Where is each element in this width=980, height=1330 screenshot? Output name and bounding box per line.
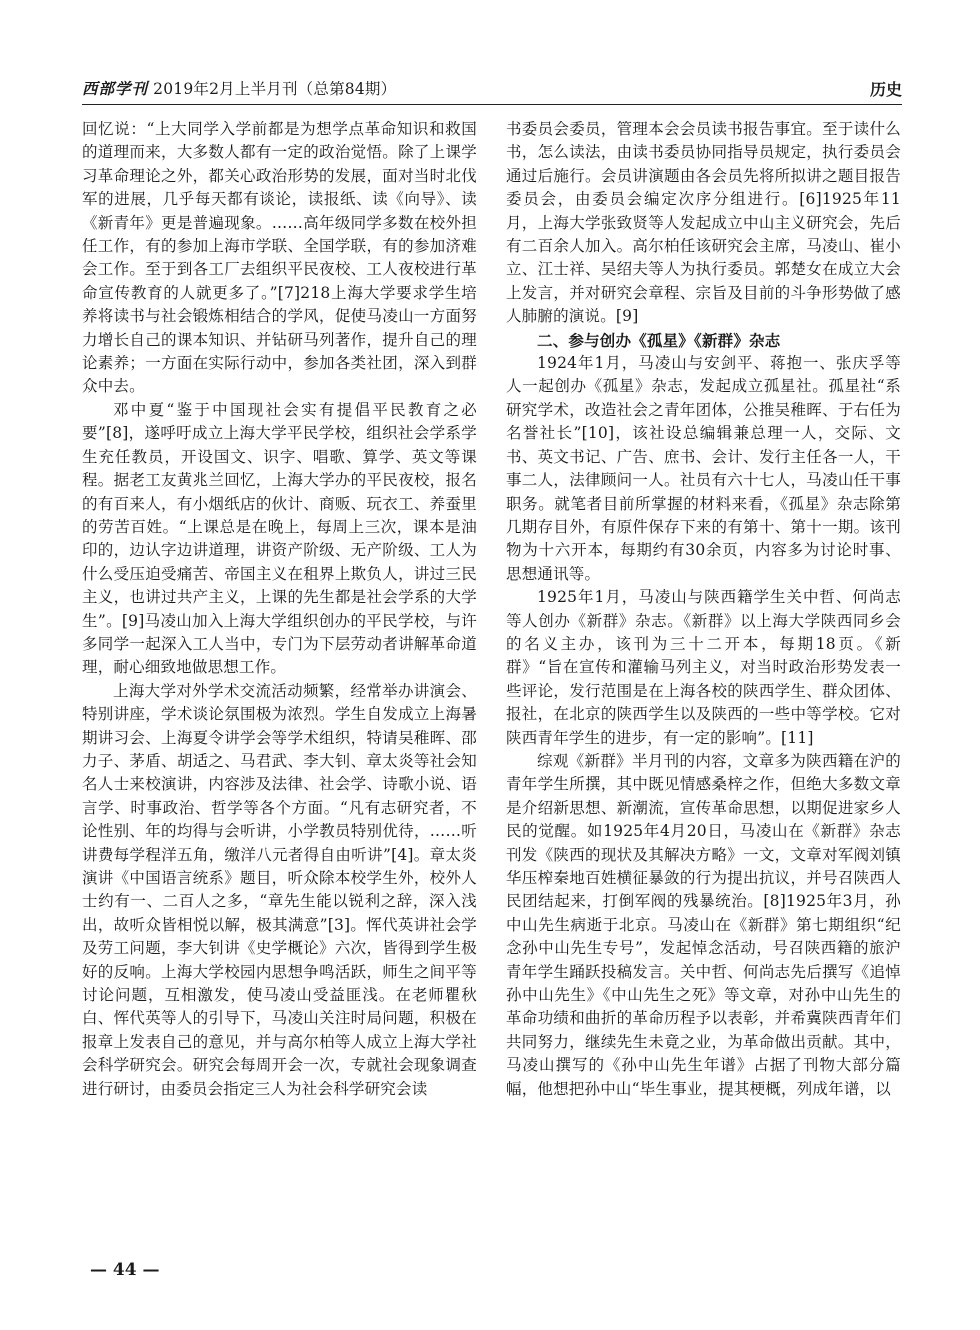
paragraph: 回忆说：“上大同学入学前都是为想学点革命知识和救国的道理而来，大多数人都有一定的政治觉悟。除了上课学习革命理论之外，都关心政治形势的发展，面对当时北伐军的进展，几乎每天都有谈论，读报纸、读《向导》、读《新青年》更是普遍现象。……高年级同学多数在校外担任工作，有的参加上海市学联、全国学联，有的参加济难会工作。至于到各工厂去组织平民夜校、工人夜校进行革命宣传教育的人就更多了。”[7]218上海大学要求学生培养将读书与社会锻炼相结合的学风，促使马凌山一方面努力增长自己的课本知识、并钻研马列著作，提升自己的理论素养；一方面在实际行动中，参加各类社团，深入到群众中去。 bbox=[82, 120, 477, 396]
running-header bbox=[82, 77, 902, 101]
journal-logo: 西部学刊 bbox=[82, 79, 149, 98]
journal-info bbox=[82, 77, 396, 99]
left-column bbox=[82, 118, 477, 1258]
paragraph: 书委员会委员，管理本会会员读书报告事宜。至于读什么书，怎么读法，由读书委员协同指导员规定，执行委员会通过后施行。会员讲演题由各会员先将所拟讲之题目报告委员会，由委员会编定次序分组进行。[6]1925年11月，上海大学张致贤等人发起成立中山主义研究会，先后有二百余人加入。高尔柏任该研究会主席，马凌山、崔小立、江士祥、吴绍夫等人为执行委员。郭楚女在成立大会上发言，并对研究会章程、宗旨及目前的斗争形势做了感人肺腑的演说。[9] bbox=[506, 120, 901, 326]
paragraph: 1925年1月，马凌山与陕西籍学生关中哲、何尚志等人创办《新群》杂志。《新群》以上海大学陕西同乡会的名义主办，该刊为三十二开本，每期18页。《新群》“旨在宣传和灌输马列主义，对当时政治形势发表一些评论，发行范围是在上海各校的陕西学生、群众团体、报社，在北京的陕西学生以及陕西的一些中等学校。它对陕西青年学生的进步，有一定的影响”。[11] bbox=[506, 588, 901, 747]
section-label: 历史 bbox=[869, 80, 902, 99]
paragraph: 1924年1月，马凌山与安剑平、蒋抱一、张庆孚等人一起创办《孤星》杂志，发起成立孤星社。孤星社“系研究学术，改造社会之青年团体，公推吴稚晖、于右任为名誉社长”[10]，该社设总编辑兼总理一人，交际、文书、英文书记、广告、庶书、会计、发行主任各一人，干事二人，法律顾问一人。社员有六十七人，马凌山任干事职务。就笔者目前所掌握的材料来看，《孤星》杂志除第几期存目外，有原件保存下来的有第十、第十一期。该刊物为十六开本，每期约有30余页，内容多为讨论时事、思想通讯等。 bbox=[506, 354, 901, 583]
paragraph: 上海大学对外学术交流活动频繁，经常举办讲演会、特别讲座，学术谈论氛围极为浓烈。学生自发成立上海暑期讲习会、上海夏令讲学会等学术组织，特请吴稚晖、邵力子、茅盾、胡适之、马君武、李大钊、章太炎等社会知名人士来校演讲，内容涉及法律、社会学、诗歌小说、语言学、时事政治、哲学等各个方面。“凡有志研究者，不论性别、年的均得与会听讲，小学教员特别优待，……听讲费每学程洋五角，缴洋八元者得自由听讲”[4]。章太炎演讲《中国语言统系》题目，听众除本校学生外，校外人士约有一、二百人之多，“章先生能以锐利之辞，深入浅出，故听众皆相悦以解，极其满意”[3]。恽代英讲社会学及劳工问题，李大钊讲《史学概论》六次，皆得到学生极好的反响。上海大学校园内思想争鸣活跃，师生之间平等讨论问题，互相激发，使马凌山受益匪浅。在老师瞿秋白、恽代英等人的引导下，马凌山关注时局问题，积极在报章上发表自己的意见，并与高尔柏等人成立上海大学社会科学研究会。研究会每周开会一次，专就社会现象调查进行研讨，由委员会指定三人为社会科学研究会读 bbox=[82, 681, 477, 1098]
page-number: — 44 — bbox=[90, 1260, 160, 1280]
issue-info: 2019年2月上半月刊（总第84期） bbox=[153, 80, 397, 98]
paragraph: 邓中夏“鉴于中国现社会实有提倡平民教育之必要”[8]，遂呼吁成立上海大学平民学校，组织社会学系学生充任教员，开设国文、识字、唱歌、算学、英文等课程。据老工友黄兆兰回忆，上海大学办的平民夜校，报名的有百来人，有小烟纸店的伙计、商贩、玩衣工、养蚕里的劳苦百姓。“上课总是在晚上，每周上三次，课本是油印的，边认字边讲道理，讲资产阶级、无产阶级、工人为什么受压迫受痛苦、帝国主义在租界上欺负人，讲过三民主义，也讲过共产主义，上课的先生都是社会学系的大学生”。[9]马凌山加入上海大学组织创办的平民学校，与许多同学一起深入工人当中，专门为下层劳动者讲解革命道理，耐心细致地做思想工作。 bbox=[82, 400, 477, 677]
header-rule bbox=[82, 104, 902, 105]
right-column bbox=[506, 118, 901, 1258]
paragraph: 综观《新群》半月刊的内容，文章多为陕西籍在沪的青年学生所撰，其中既见情感桑梓之作，但绝大多数文章是介绍新思想、新潮流，宣传革命思想，以期促进家乡人民的觉醒。如1925年4月20日，马凌山在《新群》杂志刊发《陕西的现状及其解决方略》一文，文章对军阀刘镇华压榨秦地百姓横征暴敛的行为提出抗议，并号召陕西人民团结起来，打倒军阀的残暴统治。[8]1925年3月，孙中山先生病逝于北京。马凌山在《新群》第七期组织“纪念孙中山先生专号”，发起悼念活动，号召陕西籍的旅沪青年学生踊跃投稿发言。关中哲、何尚志先后撰写《追悼孙中山先生》《中山先生之死》等文章，对孙中山先生的革命功绩和曲折的革命历程予以表彰，并希冀陕西青年们共同努力，继续先生未竟之业，为革命做出贡献。其中，马凌山撰写的《孙中山先生年谱》占据了刊物大部分篇幅，他想把孙中山“毕生事业，提其梗概，列成年谱，以 bbox=[506, 751, 901, 1098]
section-heading: 二、参与创办《孤星》《新群》杂志 bbox=[537, 330, 781, 350]
